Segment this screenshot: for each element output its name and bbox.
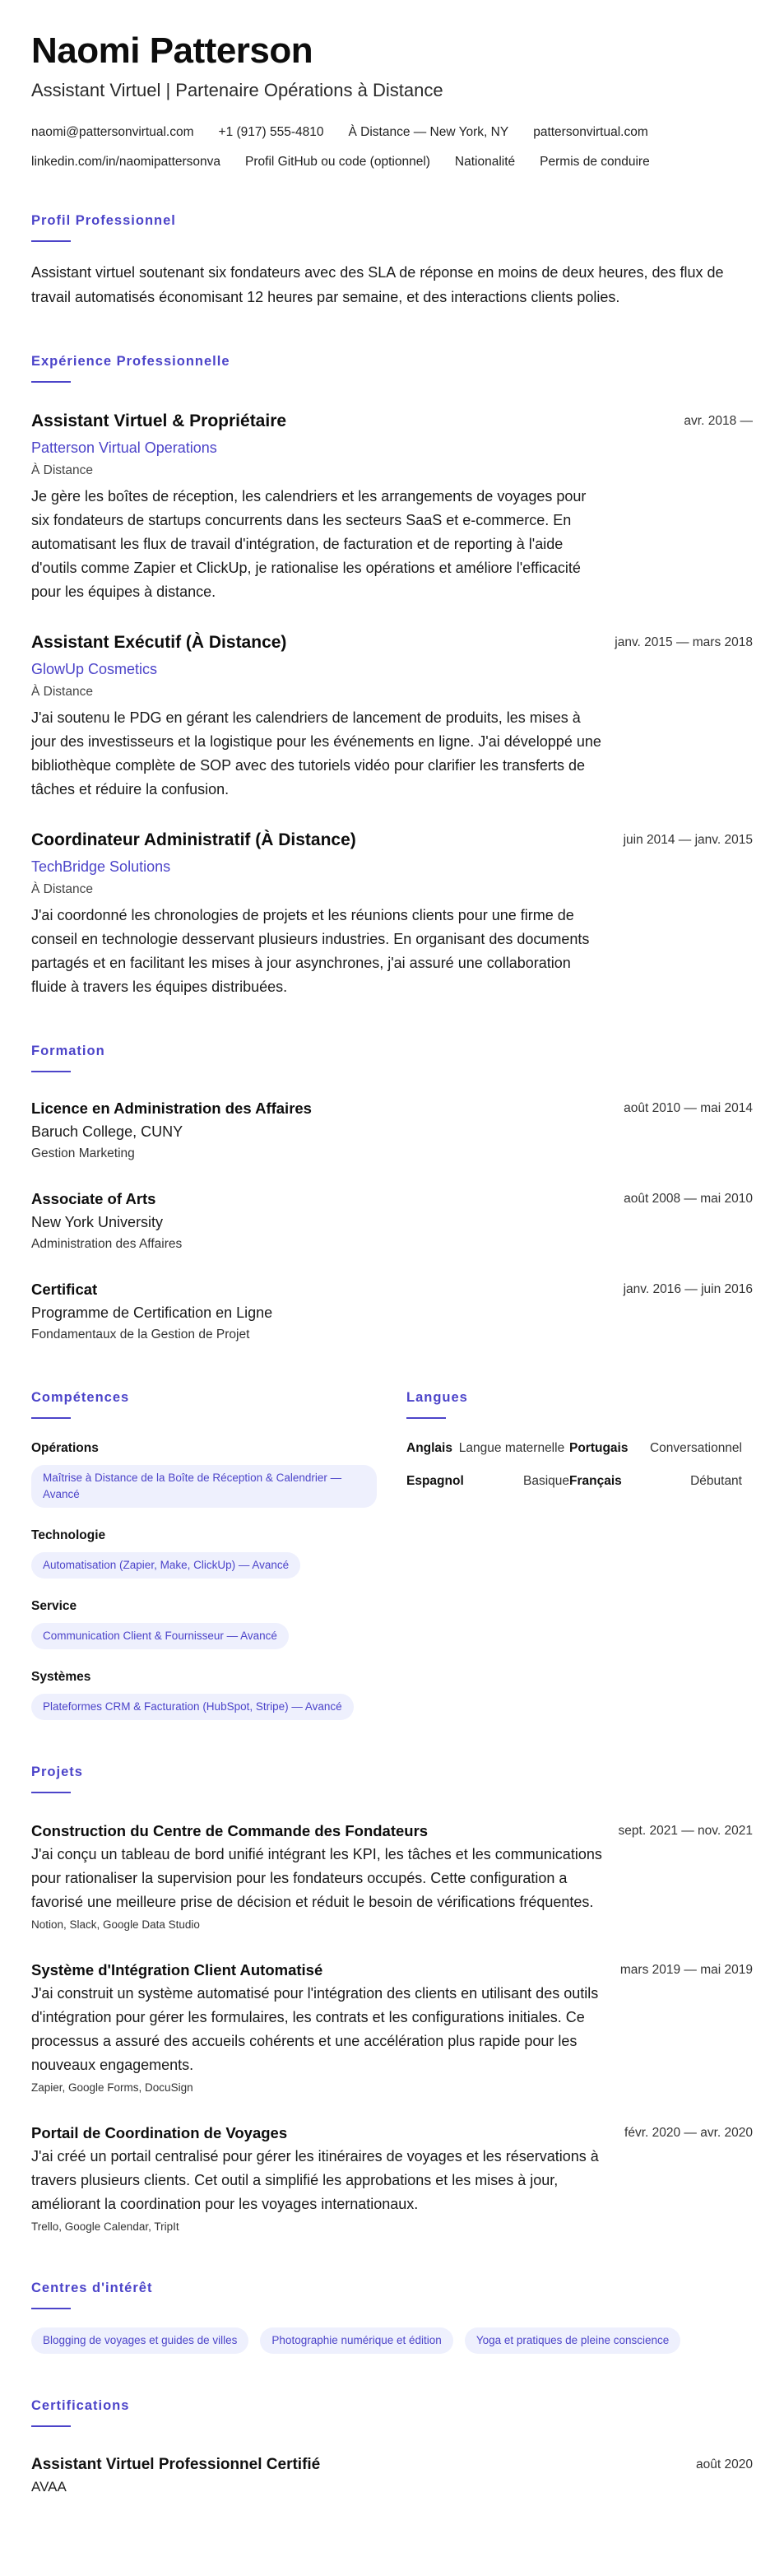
section-title-projects: Projets	[31, 1764, 83, 1779]
projects-section	[31, 1765, 753, 2236]
job-dates: janv. 2015 — mars 2018	[615, 635, 753, 649]
job-company: Patterson Virtual Operations	[31, 439, 217, 456]
contact-list	[31, 118, 753, 177]
section-divider	[31, 1417, 71, 1419]
skill-chip: Communication Client & Fournisseur — Avancé	[31, 1623, 289, 1649]
project-entry	[31, 1959, 753, 2097]
edu-field: Gestion Marketing	[31, 1146, 135, 1160]
job-title: Coordinateur Administratif (À Distance)	[31, 830, 356, 849]
edu-dates: août 2010 — mai 2014	[624, 1100, 753, 1115]
job-description: Je gère les boîtes de réception, les calendriers et les arrangements de voyages pour six fondateurs de startups concurrents dans les secteurs SaaS et e-commerce. En automatisant les flux de travail d'intégration, de facturation et de reporting à l'aide d'outils comme Zapier et ClickUp, je rationalise les opérations et améliore l'efficacité pour les équipes à distance.	[31, 487, 587, 600]
languages-column	[406, 1346, 752, 1720]
language-name: Français	[569, 1473, 622, 1488]
skill-chip: Plateformes CRM & Facturation (HubSpot, Stripe) — Avancé	[31, 1694, 354, 1720]
project-dates: févr. 2020 — avr. 2020	[624, 2125, 753, 2140]
edu-school: Baruch College, CUNY	[31, 1123, 183, 1140]
language-list	[406, 1439, 752, 1491]
project-dates: sept. 2021 — nov. 2021	[618, 1823, 753, 1838]
edu-school: New York University	[31, 1213, 164, 1230]
contact-phone[interactable]: +1 (917) 555-4810	[218, 124, 324, 139]
section-title-profile: Profil Professionnel	[31, 212, 176, 228]
project-title: Système d'Intégration Client Automatisé	[31, 1960, 323, 1978]
skills-languages-section	[31, 1346, 753, 1720]
skill-category: Opérations	[31, 1440, 99, 1455]
section-title-languages: Langues	[406, 1389, 468, 1405]
job-company: TechBridge Solutions	[31, 858, 171, 875]
education-section	[31, 1044, 753, 1346]
project-description: J'ai conçu un tableau de bord unifié intégrant les KPI, les tâches et les communications pour rationaliser la supervision pour les fondateurs occupés. Cette configuration a favorisé une meilleure prise de décision et réduit le besoin de vérifications fréquentes.	[31, 1845, 602, 1910]
section-divider	[31, 2425, 71, 2427]
interests-section	[31, 2281, 753, 2354]
education-entry	[31, 1097, 753, 1165]
job-description: J'ai soutenu le PDG en gérant les calendriers de lancement de produits, les mises à jour des investisseurs et la logistique pour les événements en ligne. J'ai développé une bibliothèque complète de SOP avec des tutoriels vidéo pour clarifier les transferts de tâches et réduire la confusion.	[31, 709, 601, 797]
skills-column	[31, 1346, 377, 1720]
education-entry	[31, 1188, 753, 1255]
language-level: Débutant	[690, 1473, 742, 1488]
profile-summary: Assistant virtuel soutenant six fondateurs avec des SLA de réponse en moins de deux heures, des flux de travail automatisés économisant 12 heures par semaine, et des interactions clients polies.	[31, 263, 724, 305]
edu-field: Administration des Affaires	[31, 1236, 183, 1251]
section-title-certifications: Certifications	[31, 2397, 130, 2413]
job-company: GlowUp Cosmetics	[31, 660, 158, 677]
contact-website[interactable]: pattersonvirtual.com	[533, 124, 648, 139]
section-title-interests: Centres d'intérêt	[31, 2280, 153, 2295]
interest-chip: Blogging de voyages et guides de villes	[31, 2327, 248, 2354]
project-description: J'ai créé un portail centralisé pour gérer les itinéraires de voyages et les réservations à travers plusieurs clients. Cet outil a simplifié les approbations et les mises à jour, améliorant la coordination pour les voyages internationaux.	[31, 2147, 599, 2212]
job-dates: avr. 2018 —	[684, 413, 753, 428]
project-tools: Notion, Slack, Google Data Studio	[31, 1918, 200, 1931]
project-dates: mars 2019 — mai 2019	[619, 1962, 753, 1977]
candidate-tagline: Assistant Virtuel | Partenaire Opérations à Distance	[31, 80, 443, 101]
job-location: À Distance	[31, 881, 93, 896]
section-divider	[406, 1417, 446, 1419]
language-name: Portugais	[569, 1440, 629, 1455]
skill-category: Service	[31, 1598, 77, 1613]
project-title: Portail de Coordination de Voyages	[31, 2123, 288, 2141]
certifications-section	[31, 2398, 753, 2498]
project-tools: Trello, Google Calendar, TripIt	[31, 2220, 179, 2233]
section-divider	[31, 1792, 71, 1793]
experience-entry	[31, 828, 753, 999]
contact-nationality: Nationalité	[454, 154, 516, 169]
certification-title: Assistant Virtuel Professionnel Certifié	[31, 2455, 321, 2473]
edu-dates: janv. 2016 — juin 2016	[623, 1281, 753, 1296]
job-dates: juin 2014 — janv. 2015	[623, 832, 753, 847]
project-title: Construction du Centre de Commande des Fondateurs	[31, 1821, 429, 1839]
section-divider	[31, 2308, 71, 2309]
edu-degree: Certificat	[31, 1280, 98, 1298]
experience-entry	[31, 630, 753, 802]
edu-field: Fondamentaux de la Gestion de Projet	[31, 1327, 250, 1341]
contact-email[interactable]: naomi@pattersonvirtual.com	[31, 124, 194, 139]
section-divider	[31, 1071, 71, 1072]
project-description: J'ai construit un système automatisé pour l'intégration des clients en utilisant des outils d'intégration pour gérer les formulaires, les contrats et les configurations initiales. Ce processus a assuré des accueils cohérents et une accélération plus rapide pour les nouveaux engagements.	[31, 1984, 599, 2073]
edu-dates: août 2008 — mai 2010	[624, 1191, 753, 1206]
profile-section	[31, 213, 753, 309]
skill-chip: Automatisation (Zapier, Make, ClickUp) — Avancé	[31, 1552, 300, 1579]
contact-github[interactable]: Profil GitHub ou code (optionnel)	[245, 154, 430, 169]
certification-date: août 2020	[696, 2457, 753, 2471]
language-level: Langue maternelle	[458, 1440, 565, 1455]
interest-list	[31, 2327, 753, 2354]
contact-linkedin[interactable]: linkedin.com/in/naomipattersonva	[31, 154, 221, 169]
section-divider	[31, 381, 71, 383]
candidate-name: Naomi Patterson	[31, 30, 313, 71]
job-location: À Distance	[31, 463, 93, 477]
education-entry	[31, 1278, 753, 1346]
job-description: J'ai coordonné les chronologies de projets et les réunions clients pour une firme de conseil en technologie desservant plusieurs industries. En organisant des documents partagés et en facilitant les mises à jour asynchrones, j'ai assuré une collaboration fluide à travers les équipes distribuées.	[31, 906, 590, 995]
section-title-experience: Expérience Professionnelle	[31, 353, 230, 369]
project-entry	[31, 2122, 753, 2236]
job-location: À Distance	[31, 684, 93, 699]
project-entry	[31, 1820, 753, 1934]
language-level: Basique	[522, 1473, 569, 1488]
project-tools: Zapier, Google Forms, DocuSign	[31, 2081, 193, 2094]
certification-issuer: AVAA	[31, 2478, 67, 2495]
experience-entry	[31, 409, 753, 604]
section-title-skills: Compétences	[31, 1389, 130, 1405]
certification-entry	[31, 2453, 753, 2498]
job-title: Assistant Virtuel & Propriétaire	[31, 411, 287, 430]
language-level: Conversationnel	[649, 1440, 742, 1455]
skill-category: Technologie	[31, 1527, 106, 1542]
job-title: Assistant Exécutif (À Distance)	[31, 632, 287, 652]
edu-degree: Licence en Administration des Affaires	[31, 1099, 312, 1117]
skill-category: Systèmes	[31, 1669, 91, 1684]
language-name: Anglais	[406, 1440, 452, 1455]
section-divider	[31, 240, 71, 242]
skill-chip: Maîtrise à Distance de la Boîte de Réception & Calendrier — Avancé	[31, 1465, 377, 1508]
experience-section	[31, 354, 753, 999]
interest-chip: Photographie numérique et édition	[260, 2327, 452, 2354]
section-title-education: Formation	[31, 1043, 105, 1058]
interest-chip: Yoga et pratiques de pleine conscience	[465, 2327, 680, 2354]
contact-location: À Distance — New York, NY	[348, 124, 509, 139]
resume-header	[31, 31, 753, 177]
edu-degree: Associate of Arts	[31, 1189, 156, 1207]
edu-school: Programme de Certification en Ligne	[31, 1304, 273, 1321]
language-name: Espagnol	[406, 1473, 464, 1488]
contact-license: Permis de conduire	[540, 154, 650, 169]
